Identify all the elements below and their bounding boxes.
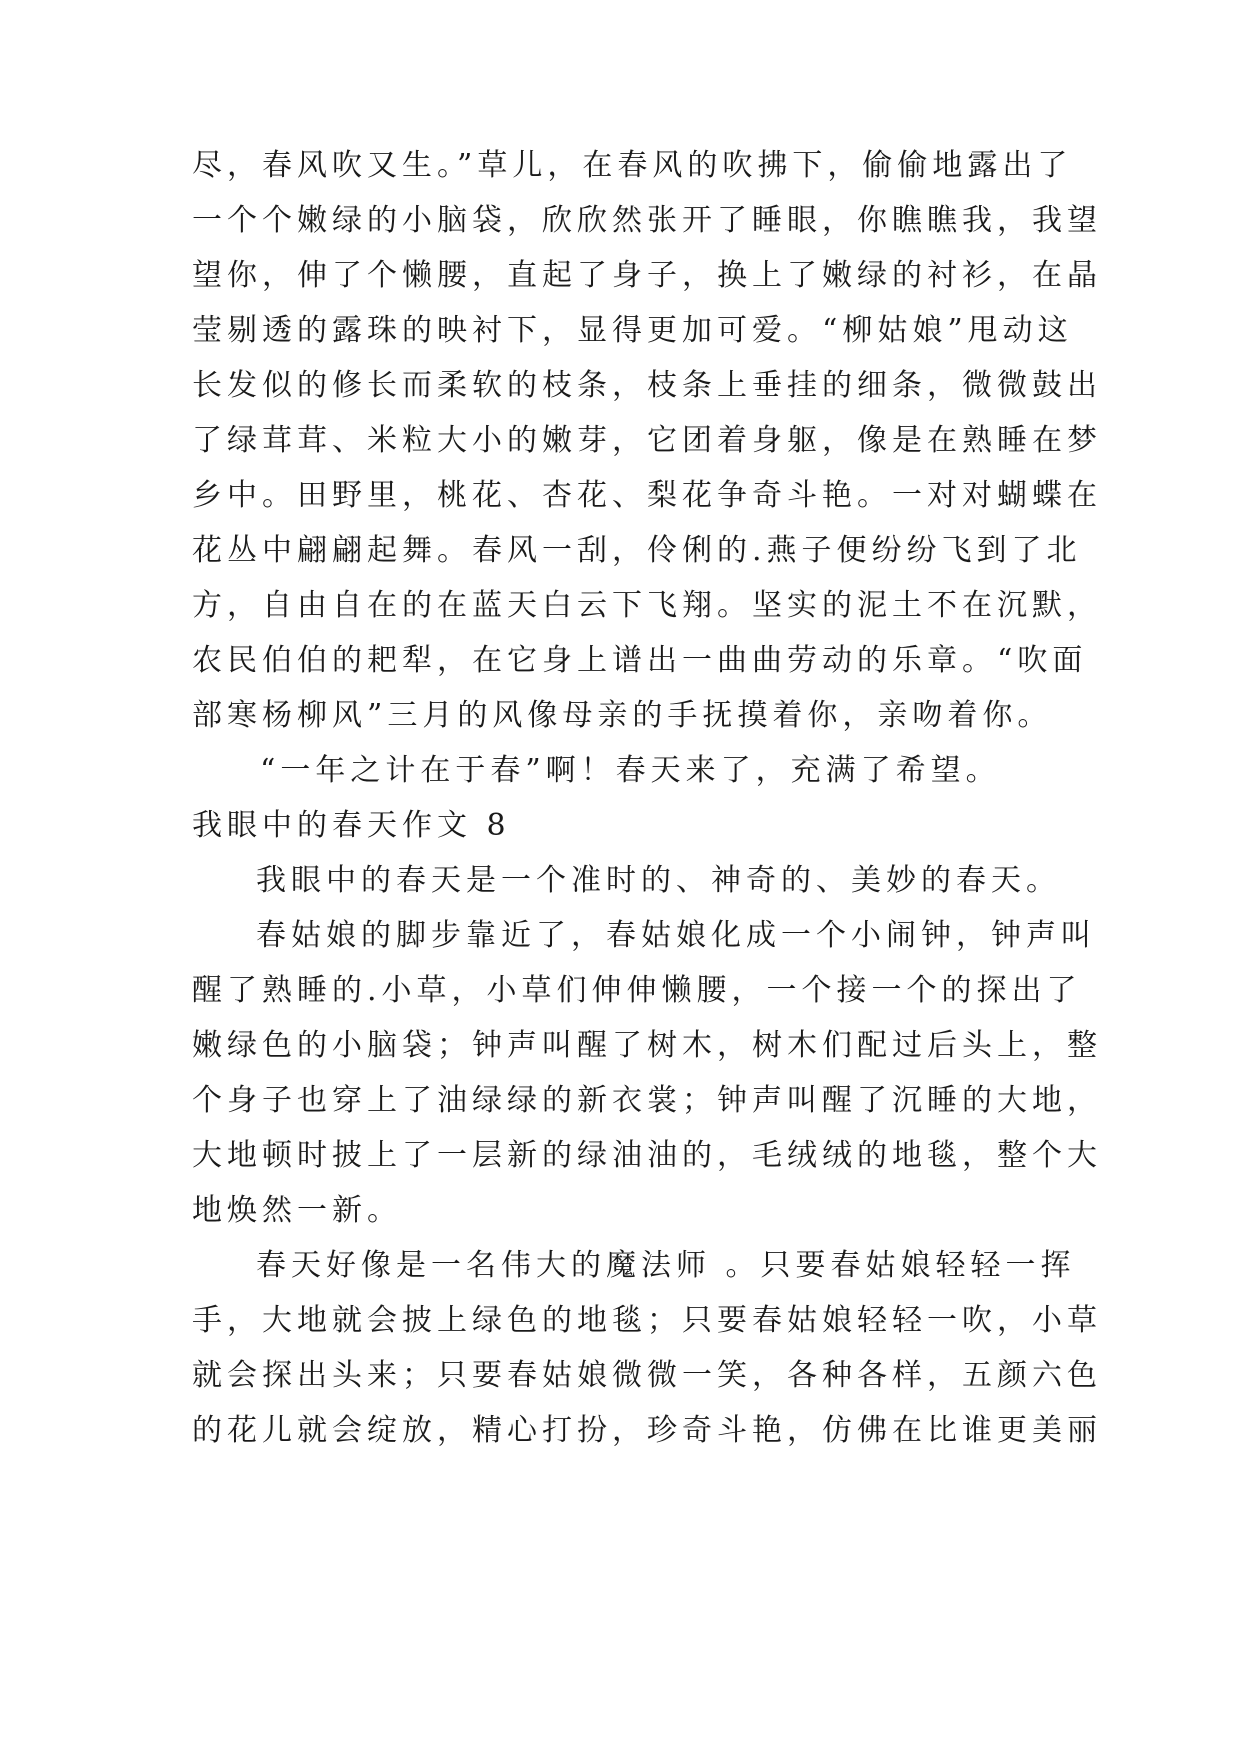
text-line: 嫩绿色的小脑袋；钟声叫醒了树木，树木们配过后头上，整 xyxy=(192,1028,1102,1063)
text-line: 个身子也穿上了油绿绿的新衣裳；钟声叫醒了沉睡的大地， xyxy=(192,1083,1102,1118)
text-line: 乡中。田野里，桃花、杏花、梨花争奇斗艳。一对对蝴蝶在 xyxy=(192,478,1102,513)
essay-title: 我眼中的春天作文 8 xyxy=(192,808,511,843)
text-line: 一个个嫩绿的小脑袋，欣欣然张开了睡眼，你瞧瞧我，我望 xyxy=(192,203,1102,238)
text-line: 手，大地就会披上绿色的地毯；只要春姑娘轻轻一吹，小草 xyxy=(192,1303,1102,1338)
text-line: 春姑娘的脚步靠近了，春姑娘化成一个小闹钟，钟声叫 xyxy=(256,918,1096,953)
text-line: 大地顿时披上了一层新的绿油油的，毛绒绒的地毯，整个大 xyxy=(192,1138,1102,1173)
intro-paragraph: 我眼中的春天是一个准时的、神奇的、美妙的春天。 xyxy=(256,863,1061,898)
text-line: 花丛中翩翩起舞。春风一刮，伶俐的.燕子便纷纷飞到了北 xyxy=(192,533,1082,568)
text-line: 春天好像是一名伟大的魔法师 。只要春姑娘轻轻一挥 xyxy=(256,1248,1076,1283)
text-line: 尽，春风吹又生。”草儿，在春风的吹拂下，偷偷地露出了 xyxy=(192,148,1073,183)
text-line: 地焕然一新。 xyxy=(192,1193,402,1228)
text-line: 部寒杨柳风”三月的风像母亲的手抚摸着你，亲吻着你。 xyxy=(192,698,1053,733)
text-line: 望你，伸了个懒腰，直起了身子，换上了嫩绿的衬衫，在晶 xyxy=(192,258,1102,293)
text-line: 了绿茸茸、米粒大小的嫩芽，它团着身躯，像是在熟睡在梦 xyxy=(192,423,1102,458)
text-line: 就会探出头来；只要春姑娘微微一笑，各种各样，五颜六色 xyxy=(192,1358,1102,1393)
closing-line: “一年之计在于春”啊！春天来了，充满了希望。 xyxy=(260,753,1001,788)
text-line: 方，自由自在的在蓝天白云下飞翔。坚实的泥土不在沉默， xyxy=(192,588,1102,623)
text-line: 莹剔透的露珠的映衬下，显得更加可爱。“柳姑娘”甩动这 xyxy=(192,313,1073,348)
text-line: 长发似的修长而柔软的枝条，枝条上垂挂的细条，微微鼓出 xyxy=(192,368,1102,403)
text-line: 醒了熟睡的.小草，小草们伸伸懒腰，一个接一个的探出了 xyxy=(192,973,1082,1008)
text-line: 的花儿就会绽放，精心打扮，珍奇斗艳，仿佛在比谁更美丽 xyxy=(192,1413,1102,1448)
text-line: 农民伯伯的耙犁，在它身上谱出一曲曲劳动的乐章。“吹面 xyxy=(192,643,1088,678)
